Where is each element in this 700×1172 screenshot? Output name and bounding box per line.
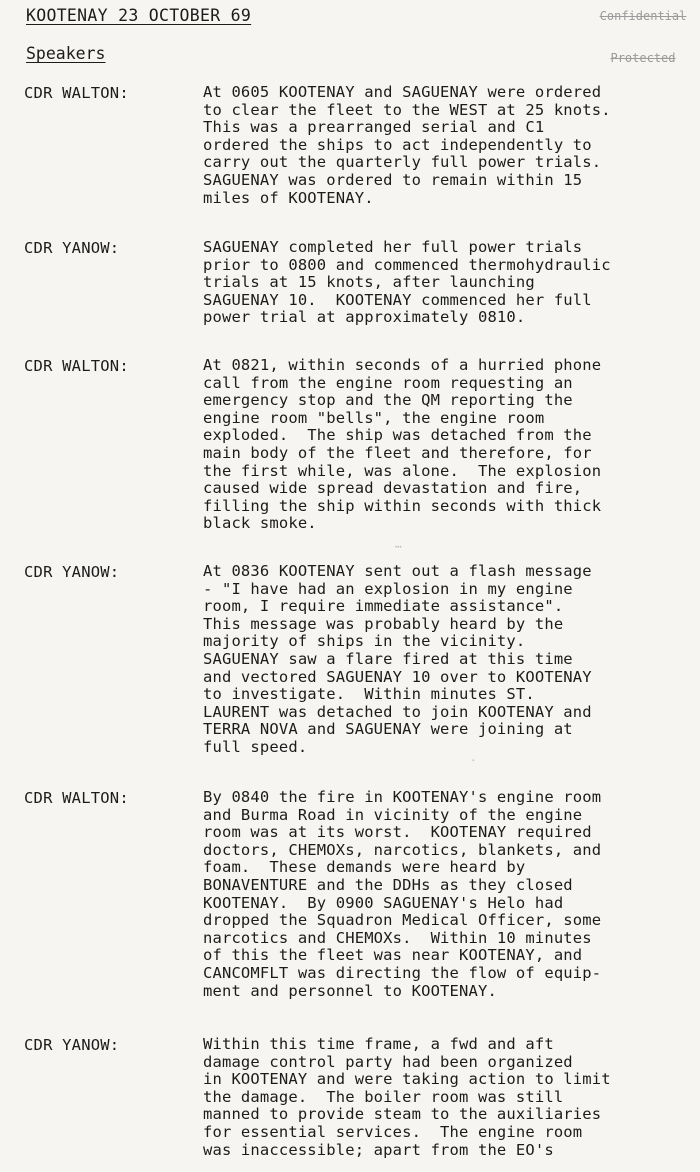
entry-text: By 0840 the fire in KOOTENAY's engine room and Burma Road in vicinity of the engine room was at its worst. KOOTENAY required doctors, CHEMOXs, narcotics, blankets, and foam. These demands were heard by BONAVENTURE and the DDHs as they closed KOOTENAY. By 0900 SAGUENAY's Helo had dropped the Squadron Medical Officer, some narcotics and CHEMOXs. Within 10 minutes of this the fleet was near KOOTENAY, and CANCOMFLT was directing the flow of equip- ment and personnel to KOOTENAY. [203,788,602,1000]
stamp-line-2: Protected [610,51,676,65]
speaker-name: CDR WALTON: [24,357,129,375]
speaker-name: CDR WALTON: [24,789,129,807]
entry-text: Within this time frame, a fwd and aft damage control party had been organized in KOOTENAY and were taking action to limit the damage. The boiler room was still manned to provide steam to the auxiliaries for essential services. The engine room was inaccessible; apart from the EO's [203,1035,611,1159]
speaker-name: CDR YANOW: [24,239,120,257]
speaker-name: CDR YANOW: [24,1036,120,1054]
entry-text: At 0836 KOOTENAY sent out a flash message - "I have had an explosion in my engine room, I require immediate assistance". This message was probably heard by the majority of ships in the vicinity. SAGUENAY saw a flare fired at this time and vectored SAGUENAY 10 over to KOOTENAY to investigate. Within minutes ST. LAURENT was detached to join KOOTENAY and TERRA NOVA and SAGUENAY were joining at full speed. [203,562,592,756]
speaker-name: CDR WALTON: [24,84,129,102]
speaker-name: CDR YANOW: [24,563,120,581]
speakers-label: Speakers [26,44,106,63]
classification-stamp [596,8,690,66]
smudge-mark: · [470,754,477,767]
entry-text: SAGUENAY completed her full power trials prior to 0800 and commenced thermohydraulic trials at 15 knots, after launching SAGUENAY 10. KOOTENAY commenced her full power trial at approximately 0810. [203,238,611,327]
document-header: KOOTENAY 23 OCTOBER 69 [26,6,252,25]
entry-text: At 0605 KOOTENAY and SAGUENAY were ordered to clear the fleet to the WEST at 25 knots. This was a prearranged serial and C1 ordered the ships to act independently to carry out the quarterly full power trials. SAGUENAY was ordered to remain within 15 miles of KOOTENAY. [203,83,611,207]
entry-text: At 0821, within seconds of a hurried phone call from the engine room requesting an emergency stop and the QM reporting the engine room "bells", the engine room exploded. The ship was detached from the main body of the fleet and therefore, for the first while, was alone. The explosion caused wide spread devastation and fire, filling the ship within seconds with thick black smoke. [203,356,602,533]
stamp-line-1: Confidential [599,9,687,23]
smudge-mark: ⋯ [395,540,402,553]
